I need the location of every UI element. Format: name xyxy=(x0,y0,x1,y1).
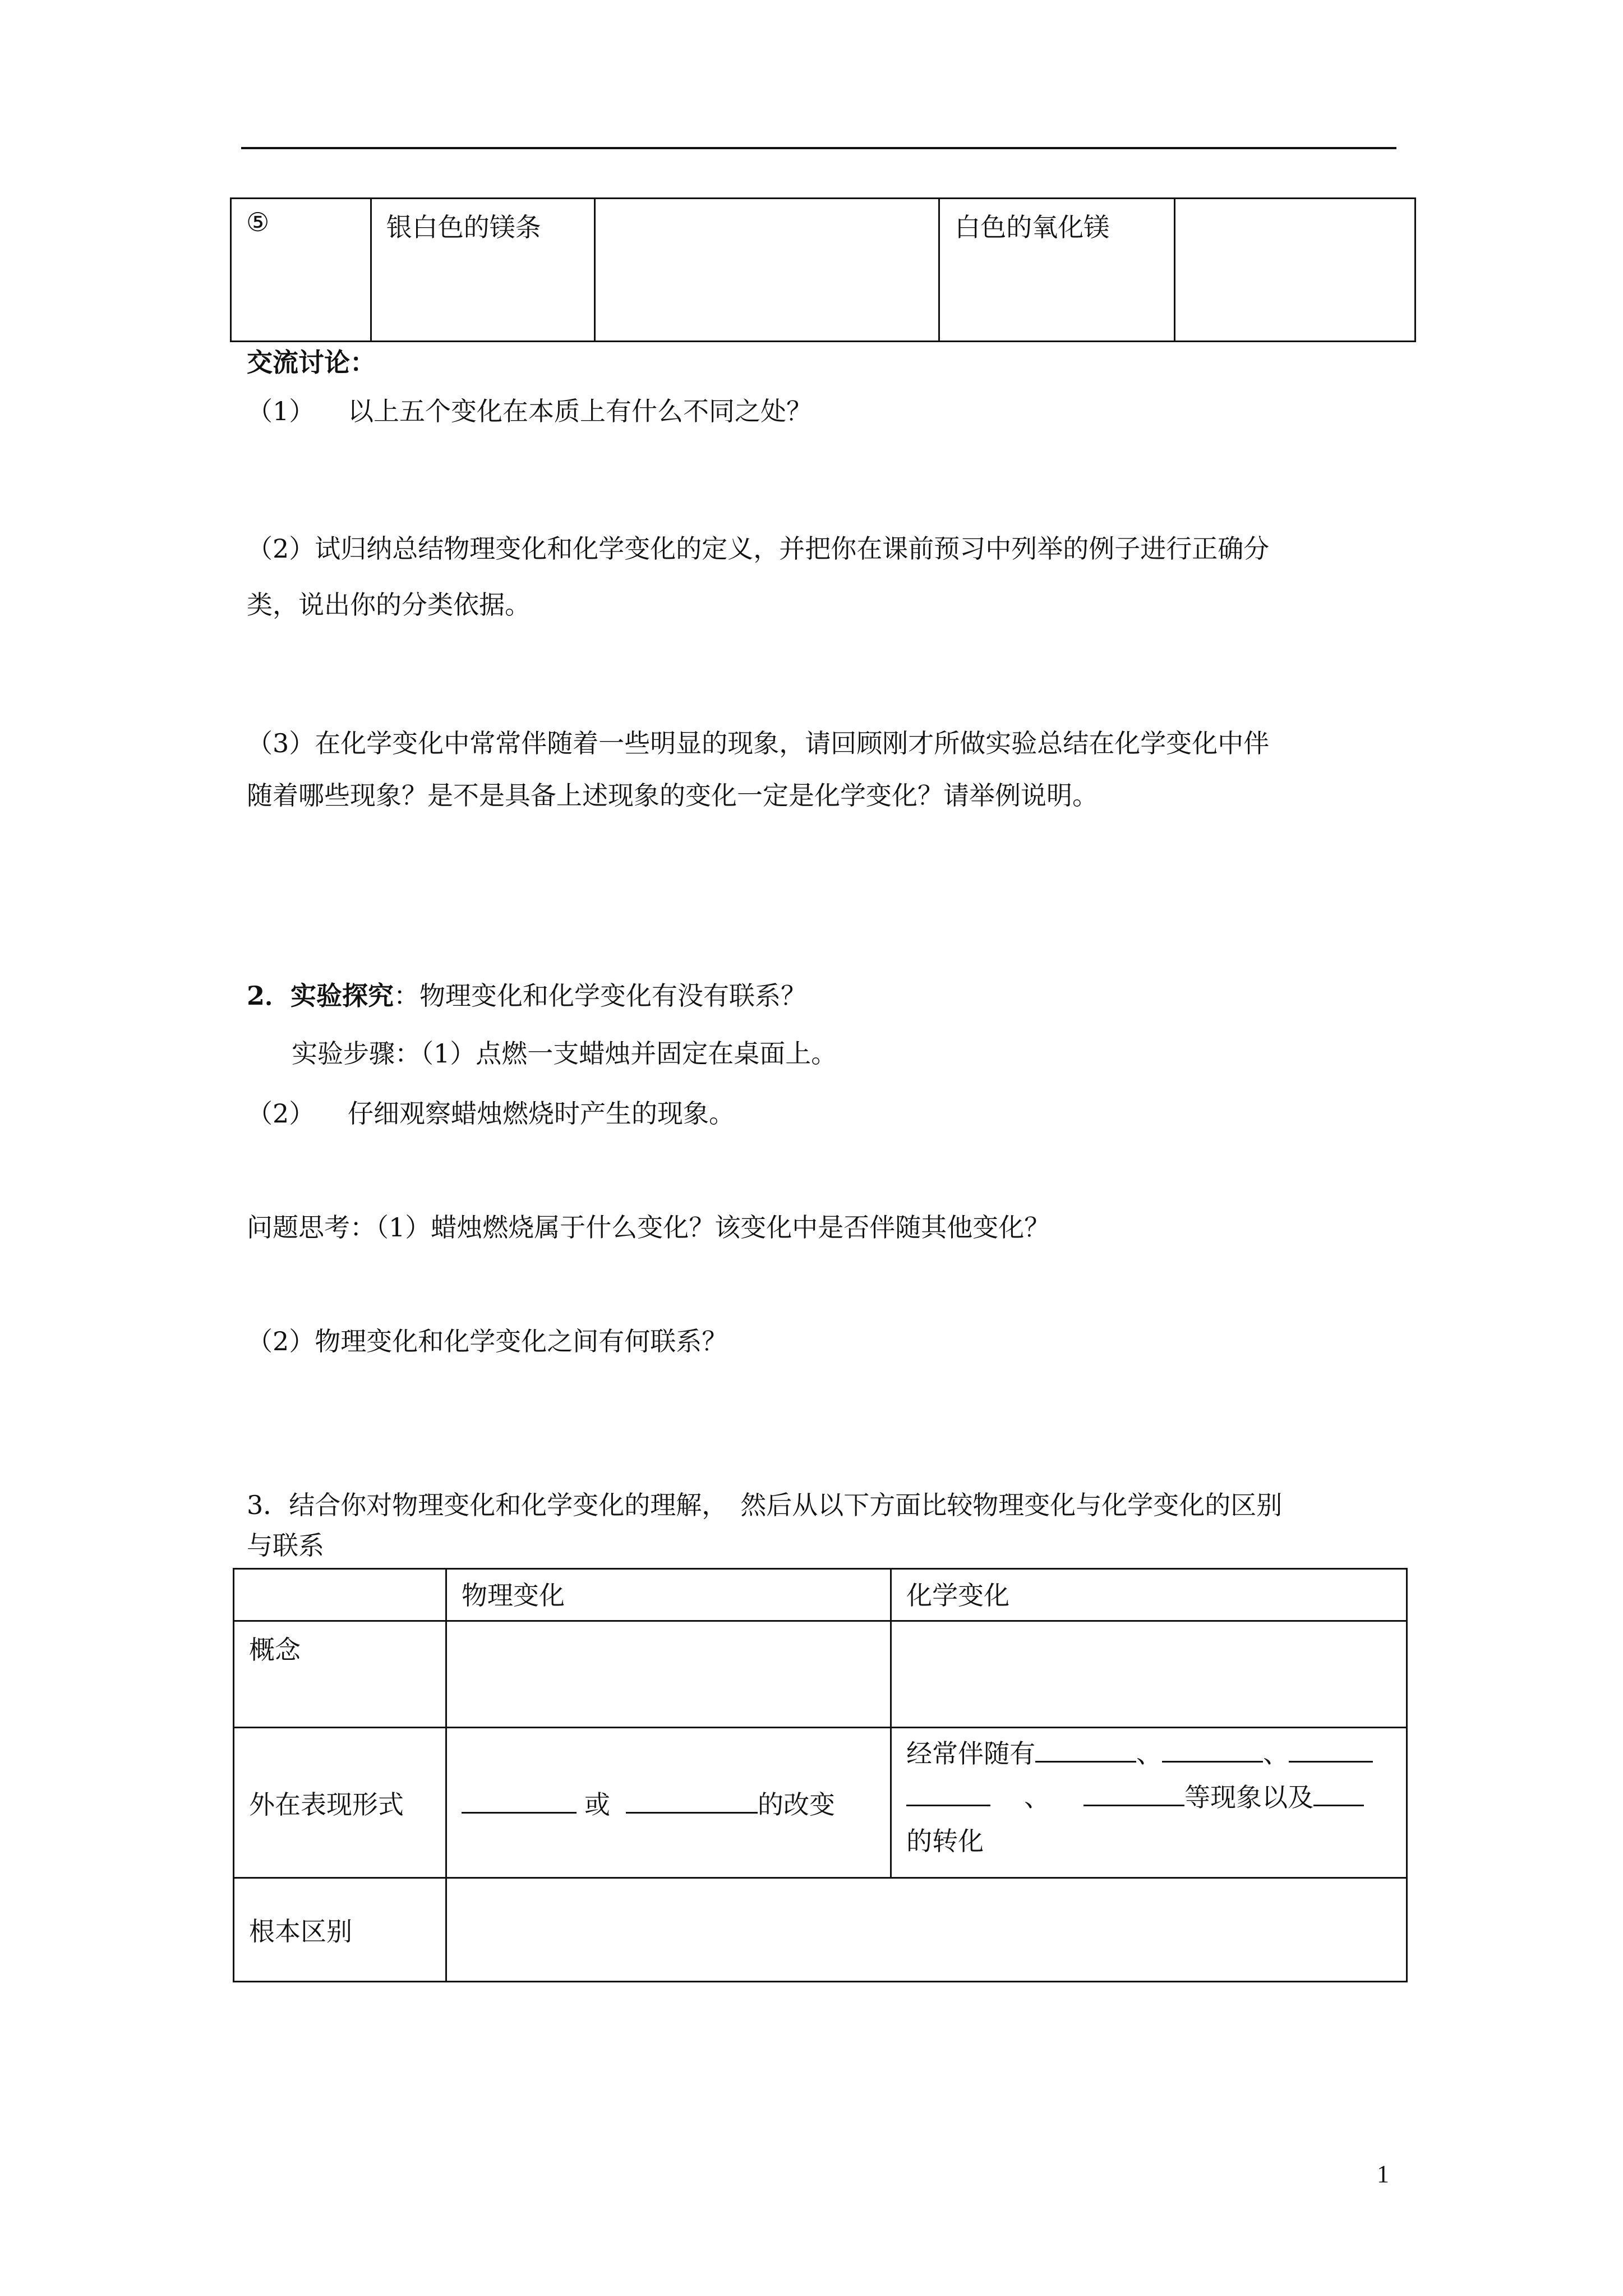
table-cell xyxy=(446,1878,1407,1982)
row-label-form: 外在表现形式 xyxy=(234,1728,446,1878)
table-row xyxy=(231,199,1415,342)
header-rule xyxy=(241,147,1396,149)
form-physical-tail: 的改变 xyxy=(757,1789,835,1820)
form-chemical-mid: 等现象以及 xyxy=(1184,1782,1314,1813)
table-row xyxy=(234,1878,1407,1982)
table-cell: 银白色的镁条 xyxy=(371,199,594,342)
discussion-q1-text: 以上五个变化在本质上有什么不同之处？ xyxy=(348,396,812,426)
table-header-cell: 物理变化 xyxy=(446,1569,891,1621)
form-chemical-sep: 、 xyxy=(1024,1782,1050,1813)
section2-think1: 问题思考：（1）蜡烛燃烧属于什么变化？该变化中是否伴随其他变化？ xyxy=(247,1212,1050,1243)
form-chemical-sep: 、 xyxy=(1136,1738,1163,1769)
section2-think2: （2）物理变化和化学变化之间有何联系？ xyxy=(247,1326,728,1356)
section2-step2-number: （2） xyxy=(247,1098,315,1129)
form-physical-or: 或 xyxy=(584,1789,610,1820)
table-cell xyxy=(891,1621,1407,1728)
table-cell xyxy=(595,199,939,342)
table-header-cell: 化学变化 xyxy=(891,1569,1407,1621)
fill-blank[interactable] xyxy=(1083,1782,1184,1806)
experiment-table xyxy=(230,197,1416,342)
discussion-q2-line1: （2）试归纳总结物理变化和化学变化的定义，并把你在课前预习中列举的例子进行正确分 xyxy=(247,533,1270,564)
discussion-q3-line2: 随着哪些现象？是不是具备上述现象的变化一定是化学变化？请举例说明。 xyxy=(247,780,1098,811)
form-chemical-cell xyxy=(891,1728,1407,1878)
section2-number: 2． xyxy=(247,981,291,1011)
section2-title-bold: 实验探究 xyxy=(291,981,394,1011)
form-chemical-end: 的转化 xyxy=(906,1826,984,1857)
form-physical-cell xyxy=(446,1728,891,1878)
discussion-q1-number: （1） xyxy=(247,396,315,426)
table-cell: 白色的氧化镁 xyxy=(939,199,1174,342)
table-header-row xyxy=(234,1569,1407,1621)
discussion-q2-line2: 类，说出你的分类依据。 xyxy=(247,590,531,620)
comparison-table xyxy=(233,1568,1408,1982)
table-row xyxy=(234,1728,1407,1878)
section2-title-rest: ：物理变化和化学变化有没有联系？ xyxy=(394,981,807,1011)
table-row xyxy=(234,1621,1407,1728)
fill-blank[interactable] xyxy=(1162,1738,1263,1763)
section3-line1: 3．结合你对物理变化和化学变化的理解， 然后从以下方面比较物理变化与化学变化的区别 xyxy=(247,1490,1283,1520)
discussion-q3-line1: （3）在化学变化中常常伴随着一些明显的现象，请回顾刚才所做实验总结在化学变化中伴 xyxy=(247,728,1270,758)
fill-blank[interactable] xyxy=(1313,1782,1364,1806)
table-cell xyxy=(446,1621,891,1728)
fill-blank[interactable] xyxy=(462,1789,577,1814)
discussion-title: 交流讨论： xyxy=(247,347,376,378)
page-number: 1 xyxy=(1377,2160,1389,2188)
fill-blank[interactable] xyxy=(626,1789,758,1814)
fill-blank[interactable] xyxy=(906,1782,990,1806)
section2-step2-text: 仔细观察蜡烛燃烧时产生的现象。 xyxy=(348,1098,735,1129)
row-label-difference: 根本区别 xyxy=(234,1878,446,1982)
form-chemical-prefix: 经常伴随有 xyxy=(906,1738,1036,1769)
fill-blank[interactable] xyxy=(1035,1738,1136,1763)
fill-blank[interactable] xyxy=(1289,1738,1373,1763)
section2-step1: 实验步骤：（1）点燃一支蜡烛并固定在桌面上。 xyxy=(292,1038,837,1069)
table-cell xyxy=(1174,199,1415,342)
form-chemical-sep: 、 xyxy=(1263,1738,1289,1769)
section3-line2: 与联系 xyxy=(247,1530,324,1561)
section2-heading xyxy=(247,980,806,1013)
table-cell: ⑤ xyxy=(231,199,371,342)
table-header-cell xyxy=(234,1569,446,1621)
row-label-concept: 概念 xyxy=(234,1621,446,1728)
